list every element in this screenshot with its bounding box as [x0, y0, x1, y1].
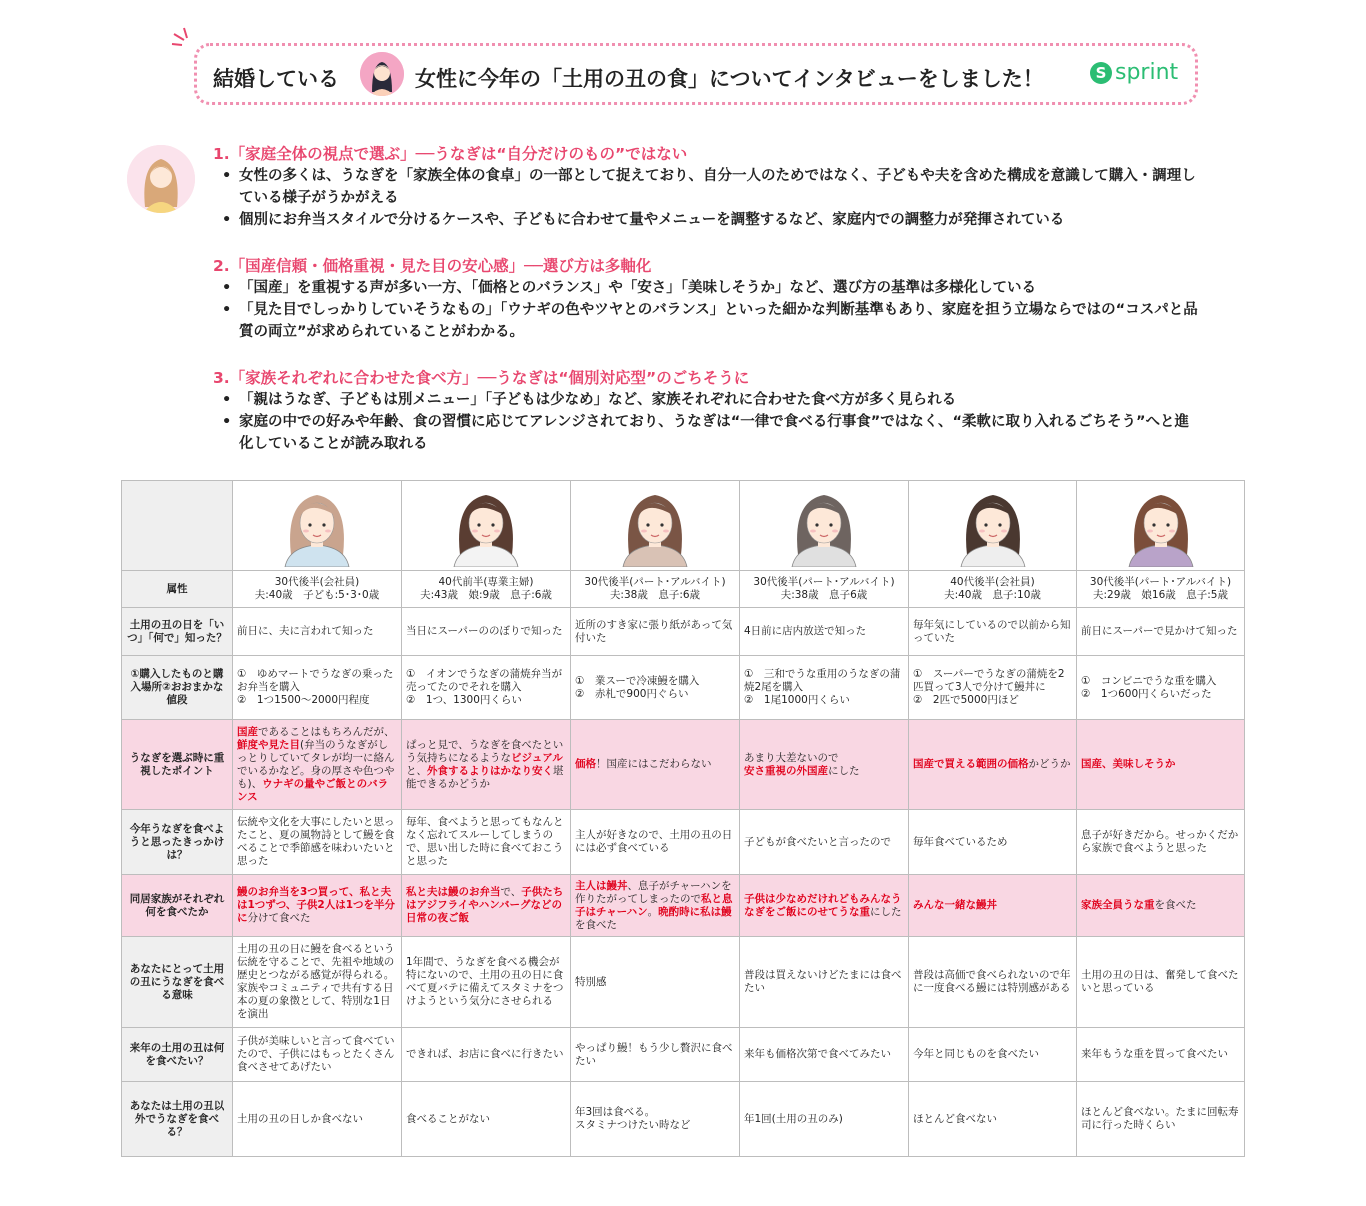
highlight-text: 晩酌時に私は鰻 — [658, 905, 732, 918]
table-cell — [233, 875, 402, 937]
cell-text: あまり大差ないので — [744, 751, 839, 764]
table-row — [122, 608, 1245, 656]
cell-text: (弁当のうなぎがしっとりしていてタレが均一に絡んでいるかなど。身の厚さや色つやも)、 — [237, 738, 395, 790]
cell-text: 今年と同じものを食べたい — [913, 1048, 1039, 1060]
cell-text: できれば、お店に食べに行きたい — [406, 1048, 564, 1060]
row-label: あなたは土用の丑以外でうなぎを食べる？ — [122, 1082, 233, 1157]
table-cell — [1077, 608, 1245, 656]
table-cell — [740, 937, 909, 1028]
cell-text: ほとんど食べない — [913, 1112, 997, 1125]
woman-avatar-icon — [360, 52, 404, 96]
table-cell — [740, 720, 909, 810]
table-cell — [571, 1082, 740, 1157]
table-corner-cell — [122, 481, 233, 571]
row-label: あなたにとって土用の丑にうなぎを食べる意味 — [122, 937, 233, 1028]
row-label: 土用の丑の日を「いつ」「何で」知った？ — [122, 608, 233, 656]
table-cell — [233, 656, 402, 720]
cell-text: ② 赤札で900円ぐらい — [575, 687, 689, 700]
cell-text: 毎年、食べようと思ってもなんとなく忘れてスルーしてしまうので、思い出した時に食べておこうと思った — [406, 816, 564, 867]
table-cell — [571, 720, 740, 810]
woman-portrait-icon — [953, 485, 1033, 567]
table-cell — [233, 810, 402, 875]
cell-text: ① イオンでうなぎの蒲焼弁当が売ってたのでそれを購入 — [406, 668, 563, 693]
highlight-text: 子供は少なめだけれどもみんなうなぎをご飯にのせてうな重 — [744, 892, 902, 918]
cell-text: 前日に、夫に言われて知った — [237, 625, 374, 637]
table-cell — [909, 937, 1077, 1028]
table-row — [122, 720, 1245, 810]
table-cell — [402, 571, 571, 608]
table-cell — [571, 656, 740, 720]
table-cell — [740, 1082, 909, 1157]
cell-text: であることはもちろんだが、 — [258, 725, 395, 738]
table-row — [122, 937, 1245, 1028]
table-cell — [571, 571, 740, 608]
cell-text: 30代後半(パート･アルバイト) — [753, 576, 895, 588]
woman-portrait-icon — [615, 485, 695, 567]
sprint-logo-icon: S — [1090, 62, 1112, 84]
table-row — [122, 810, 1245, 875]
cell-text: ほとんど食べない。たまに回転寿司に行った時くらい — [1081, 1106, 1239, 1131]
row-label: 来年の土用の丑は何を食べたい？ — [122, 1028, 233, 1082]
summary-heading: 3.「家族それぞれに合わせた食べ方」──うなぎは“個別対応型”のごちそうに — [213, 369, 750, 387]
portrait-cell — [740, 481, 909, 571]
table-cell — [740, 810, 909, 875]
row-label: うなぎを選ぶ時に重視したポイント — [122, 720, 233, 810]
row-label: 今年うなぎを食べようと思ったきっかけは？ — [122, 810, 233, 875]
highlight-text: 外食するよりはかなり安く — [427, 764, 553, 777]
table-cell — [233, 937, 402, 1028]
cell-text: 夫:38歳 息子6歳 — [780, 589, 868, 601]
table-cell — [402, 1082, 571, 1157]
cell-text: を食べた — [575, 918, 617, 931]
highlight-text: 安さ重視の外国産 — [744, 764, 828, 777]
woman-portrait-icon — [1121, 485, 1201, 567]
title-banner — [194, 43, 1198, 105]
cell-text: 夫:29歳 娘16歳 息子:5歳 — [1093, 589, 1228, 601]
cell-text: 40代前半(専業主婦) — [438, 576, 534, 588]
cell-text: を食べた — [1154, 899, 1197, 911]
cell-text: にした — [870, 905, 902, 918]
table-cell — [1077, 571, 1245, 608]
table-cell — [402, 810, 571, 875]
cell-text: 30代後半(パート･アルバイト) — [584, 576, 726, 588]
cell-text: ① スーパーでうなぎの蒲焼を2匹買って3人で分けて鰻丼に — [913, 668, 1065, 693]
summary-bullet: • 「国産」を重視する声が多い一方、「価格とのバランス」や「安さ」「美味しそうか」など、選び方の基準は多様化している — [239, 277, 1213, 299]
interview-table — [121, 480, 1245, 1157]
cell-text: 食べることがない — [406, 1112, 490, 1125]
table-cell — [402, 656, 571, 720]
summary-bullet: • 女性の多くは、うなぎを「家族全体の食卓」の一部として捉えており、自分一人のためではなく、子どもや夫を含めた構成を意識して購入・調理している様子がうかがえる — [239, 165, 1204, 209]
table-cell — [740, 1028, 909, 1082]
table-cell — [1077, 875, 1245, 937]
table-cell — [740, 875, 909, 937]
row-label: 同居家族がそれぞれ何を食べたか — [122, 875, 233, 937]
cell-text: 堪能できるかどうか — [406, 764, 564, 790]
cell-text: 土用の丑の日しか食べない — [237, 1112, 363, 1125]
table-cell — [909, 720, 1077, 810]
cell-text: ぱっと見で、うなぎを食べたという気持ちになるような — [406, 738, 564, 764]
table-cell — [1077, 810, 1245, 875]
cell-text: と、 — [406, 764, 427, 777]
cell-text: 1年間で、うなぎを食べる機会が特にないので、土用の丑の日に食べて夏バテに備えてスタミナをつけようという気分にさせられる — [406, 956, 564, 1007]
summary-heading: 2.「国産信頼・価格重視・見た目の安心感」──選び方は多軸化 — [213, 257, 652, 275]
cell-text: 夫:43歳 娘:9歳 息子:6歳 — [420, 589, 552, 601]
cell-text: ② 2匹で5000円ほど — [913, 694, 1019, 706]
table-cell — [909, 1082, 1077, 1157]
banner-title-part1: 結婚している — [213, 67, 339, 91]
cell-text: 毎年気にしているので以前から知っていた — [913, 618, 1071, 644]
summary-bullet: • 個別にお弁当スタイルで分けるケースや、子どもに合わせて量やメニューを調整するなど、家庭内での調整力が発揮されている — [239, 209, 1213, 231]
cell-text: ② 1つ600円くらいだった — [1081, 687, 1212, 700]
highlight-text: ウナギの量やご飯とのバランス — [237, 777, 389, 803]
table-cell — [1077, 1028, 1245, 1082]
table-cell — [909, 656, 1077, 720]
highlight-text: 私と夫は鰻のお弁当 — [406, 886, 501, 898]
cell-text: 夫:40歳 息子:10歳 — [944, 589, 1041, 601]
portrait-cell — [909, 481, 1077, 571]
cell-text: ① 三和でうな重用のうなぎの蒲焼2尾を購入 — [744, 668, 901, 693]
cell-text: 普段は買えないけどたまには食べたい — [744, 969, 902, 994]
banner-title-part2: 女性に今年の「土用の丑の食」についてインタビューをしました！ — [415, 67, 1044, 91]
table-cell — [233, 608, 402, 656]
cell-text: 土用の丑の日は、奮発して食べたいと思っている — [1081, 969, 1239, 994]
summary-bullet: • 「親はうなぎ、子どもは別メニュー」「子どもは少なめ」など、家族それぞれに合わせた食べ方が多く見られる — [239, 389, 1213, 411]
summary-bullet: • 家庭の中での好みや年齢、食の習慣に応じてアレンジされており、うなぎは“一律で食べる行事食”ではなく、“柔軟に取り入れるごちそう”へと進化していることが読み取れる — [239, 411, 1194, 455]
cell-text: 、息子がチャーハンを作りたがってしまったので — [575, 879, 732, 905]
cell-text: 前日にスーパーで見かけて知った — [1081, 625, 1238, 637]
table-cell — [402, 937, 571, 1028]
table-cell — [402, 720, 571, 810]
cell-text: 普段は高価で食べられないので年に一度食べる鰻には特別感がある — [913, 969, 1071, 994]
table-cell — [1077, 656, 1245, 720]
highlight-text: 国産 — [237, 725, 258, 738]
table-cell — [233, 1028, 402, 1082]
highlight-text: 価格 — [575, 758, 596, 770]
table-cell — [909, 810, 1077, 875]
cell-text: で、 — [500, 886, 522, 898]
woman-portrait-icon — [784, 485, 864, 567]
table-cell — [740, 656, 909, 720]
cell-text: 30代後半(会社員) — [274, 576, 360, 588]
table-cell — [909, 571, 1077, 608]
cell-text: 子どもが食べたいと言ったので — [744, 835, 891, 848]
table-cell — [909, 1028, 1077, 1082]
highlight-text: 私と息子はチャーハン — [575, 892, 733, 918]
table-cell — [571, 1028, 740, 1082]
woman-portrait-icon — [277, 485, 357, 567]
portrait-cell — [233, 481, 402, 571]
cell-text: 夫:40歳 子ども:5･3･0歳 — [254, 589, 380, 601]
cell-text: 分けて食べた — [247, 912, 311, 924]
woman-portrait-icon — [446, 485, 526, 567]
cell-text: やっぱり鰻！もう少し贅沢に食べたい — [575, 1041, 733, 1067]
cell-text: にした — [828, 764, 860, 777]
highlight-text: 鮮度や見た目 — [237, 738, 300, 751]
cell-text: ② 1つ、1300円くらい — [406, 694, 522, 706]
cell-text: ① ゆめマートでうなぎの乗ったお弁当を購入 — [237, 668, 394, 693]
table-cell — [571, 810, 740, 875]
cell-text: 息子が好きだから。せっかくだから家族で食べようと思った — [1081, 829, 1239, 854]
cell-text: 来年も価格次第で食べてみたい — [744, 1048, 891, 1060]
highlight-text: ビジュアル — [511, 751, 563, 764]
summary-section-3 — [213, 367, 1213, 455]
cell-text: ② 1つ1500～2000円程度 — [237, 694, 370, 706]
cell-text: ① 業スーで冷凍鰻を購入 — [575, 674, 700, 687]
highlight-text: 国産、美味しそうか — [1081, 758, 1176, 770]
cell-text: 主人が好きなので、土用の丑の日には必ず食べている — [575, 829, 733, 854]
cell-text: 4日前に店内放送で知った — [744, 625, 867, 637]
table-cell — [402, 608, 571, 656]
table-cell — [233, 571, 402, 608]
cell-text: 当日にスーパーののぼりで知った — [406, 625, 563, 637]
summary-woman-avatar — [127, 145, 195, 213]
cell-text: 年3回は食べる。 スタミナつけたい時など — [575, 1106, 691, 1131]
highlight-text: 子供たちはアジフライやハンバーグなどの日常の夜ご飯 — [406, 886, 564, 924]
portrait-cell — [571, 481, 740, 571]
table-cell — [571, 875, 740, 937]
table-row — [122, 571, 1245, 608]
table-cell — [402, 1028, 571, 1082]
table-cell — [402, 875, 571, 937]
summary-heading: 1.「家庭全体の視点で選ぶ」──うなぎは“自分だけのもの”ではない — [213, 145, 688, 163]
table-cell — [1077, 1082, 1245, 1157]
summary-bullet: • 「見た目でしっかりしていそうなもの」「ウナギの色やツヤとのバランス」といった細かな判断基準もあり、家庭を担う立場ならではの“コスパと品質の両立”が求められていることがわかる。 — [239, 299, 1204, 343]
portrait-cell — [402, 481, 571, 571]
cell-text: 土用の丑の日に鰻を食べるという伝統を守ることで、先祖や地域の歴史とつながる感覚が得られる。家族やコミュニティで共有する日本の夏の象徴として、特別な1日を演出 — [237, 943, 395, 1020]
cell-text: 子供が美味しいと言って食べていたので、子供にはもっとたくさん食べさせてあげたい — [237, 1035, 395, 1073]
cell-text: 年1回(土用の丑のみ) — [744, 1112, 843, 1125]
highlight-text: みんな一緒な鰻丼 — [913, 899, 997, 911]
cell-text: ① コンビニでうな重を購入 — [1081, 674, 1217, 687]
cell-text: 夫:38歳 息子:6歳 — [609, 589, 701, 601]
table-cell — [909, 608, 1077, 656]
row-label: 属性 — [122, 571, 233, 608]
cell-text: 近所のすき家に張り紙があって気付いた — [575, 618, 733, 644]
portrait-cell — [1077, 481, 1245, 571]
table-cell — [740, 608, 909, 656]
highlight-text: 家族全員うな重 — [1081, 899, 1155, 911]
cell-text: 40代後半(会社員) — [950, 576, 1035, 588]
sprint-logo-text: sprint — [1115, 60, 1179, 85]
cell-text: かどうか — [1028, 758, 1071, 770]
highlight-text: 主人は鰻丼 — [575, 879, 628, 892]
table-cell — [909, 875, 1077, 937]
cell-text: ② 1尾1000円くらい — [744, 694, 850, 706]
summary-section-2 — [213, 255, 1213, 343]
table-row — [122, 1028, 1245, 1082]
highlight-text: 国産で買える範囲の価格 — [913, 758, 1029, 770]
portrait-row — [122, 481, 1245, 571]
table-cell — [1077, 720, 1245, 810]
highlight-text: 鰻のお弁当を3つ買って、私と夫は1つずつ、子供2人は1つを半分に — [237, 886, 395, 924]
table-cell — [740, 571, 909, 608]
cell-text: 毎年食べているため — [913, 835, 1008, 848]
cell-text: ！国産にはこだわらない — [596, 758, 712, 770]
cell-text: 。 — [647, 905, 659, 918]
table-cell — [571, 608, 740, 656]
table-cell — [1077, 937, 1245, 1028]
table-row — [122, 1082, 1245, 1157]
cell-text: 来年もうな重を買って食べたい — [1081, 1048, 1228, 1060]
cell-text: 特別感 — [575, 975, 607, 988]
table-row — [122, 875, 1245, 937]
table-cell — [233, 720, 402, 810]
table-cell — [571, 937, 740, 1028]
table-row — [122, 656, 1245, 720]
cell-text: 伝統や文化を大事にしたいと思ったこと、夏の風物詩として鰻を食べることで季節感を味わいたいと思った — [237, 816, 395, 867]
summary-section-1 — [213, 143, 1213, 231]
row-label: ①購入したものと購入場所②おおまかな値段 — [122, 656, 233, 720]
cell-text: 30代後半(パート･アルバイト) — [1089, 576, 1232, 588]
table-cell — [233, 1082, 402, 1157]
sprint-logo — [1090, 60, 1178, 85]
